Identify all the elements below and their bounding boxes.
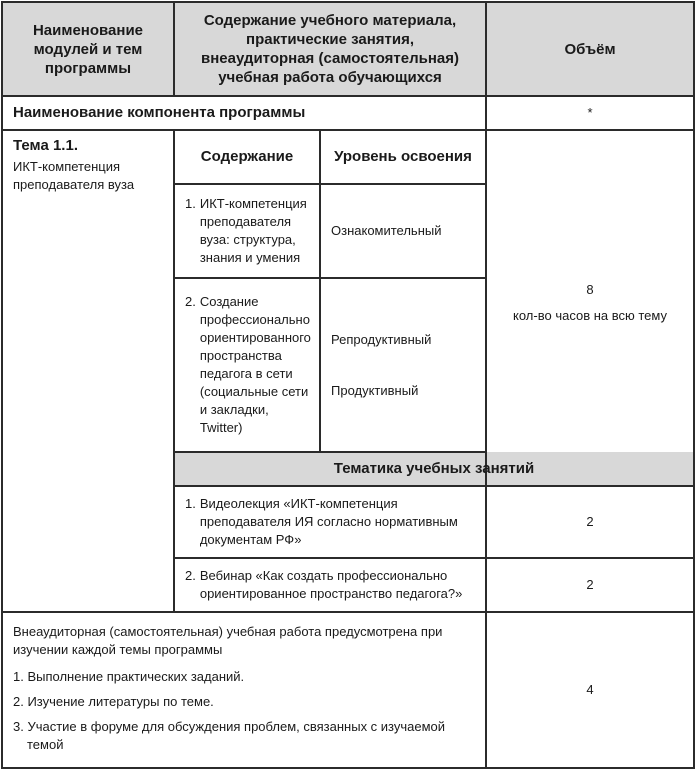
header-row [2,2,694,96]
lesson-volume: 2 [486,486,694,558]
topic-content-header-row [2,130,694,184]
lesson-text: Видеолекция «ИКТ-компетенция преподавателя ИЯ согласно нормативным документам РФ» [199,496,458,547]
lesson-volume: 2 [486,558,694,612]
extracurricular-volume: 4 [486,612,694,768]
content-item-number: 1. [185,196,196,211]
extracurricular-item: 2. Изучение литературы по теме. [13,694,214,709]
level-header: Уровень освоения [320,130,486,184]
lesson-item [174,486,486,558]
level-label: Ознакомительный [331,223,442,238]
content-item-text: ИКТ-компетенция преподавателя вуза: структура, знания и умения [199,196,307,265]
topic-title: Тема 1.1. [13,137,78,154]
lesson-text: Вебинар «Как создать профессионально ориентированное пространство педагога?» [199,568,463,601]
extracurricular-item: 1. Выполнение практических заданий. [13,669,245,684]
topic-cell [2,130,174,612]
level-label: Продуктивный [331,382,419,398]
component-volume: * [486,96,694,130]
topic-subtitle: ИКТ-компетенция преподавателя вуза [13,159,135,192]
topic-hours-cell [486,130,694,486]
header-modules: Наименование модулей и тем программы [2,2,174,96]
curriculum-table [1,1,695,769]
extracurricular-row [2,612,694,768]
topic-hours-value: 8 [586,282,594,297]
topic-hours-caption: кол-во часов на всю тему [513,308,667,323]
content-header: Содержание [174,130,320,184]
header-volume: Объём [486,2,694,96]
lesson-number: 1. [185,496,196,511]
content-item-level [320,184,486,278]
themes-header: Тематика учебных занятий [174,452,694,486]
content-item-text: Создание профессионально ориентированного пространства педагога в сети (социальные сети и закладки, Twitter) [199,294,311,435]
extracurricular-cell [2,612,486,768]
lesson-item [174,558,486,612]
level-label: Репродуктивный [331,331,432,347]
content-item-level [320,278,486,452]
extracurricular-intro: Внеаудиторная (самостоятельная) учебная работа предусмотрена при изучении каждой темы программы [13,624,443,657]
content-item [174,184,320,278]
component-row [2,96,694,130]
extracurricular-item: 3. Участие в форуме для обсуждения проблем, связанных с изучаемой темой [13,719,446,752]
content-item [174,278,320,452]
component-label: Наименование компонента программы [2,96,486,130]
lesson-number: 2. [185,568,196,583]
content-item-number: 2. [185,294,196,309]
header-content: Содержание учебного материала, практические занятия, внеаудиторная (самостоятельная) учебная работа обучающихся [174,2,486,96]
